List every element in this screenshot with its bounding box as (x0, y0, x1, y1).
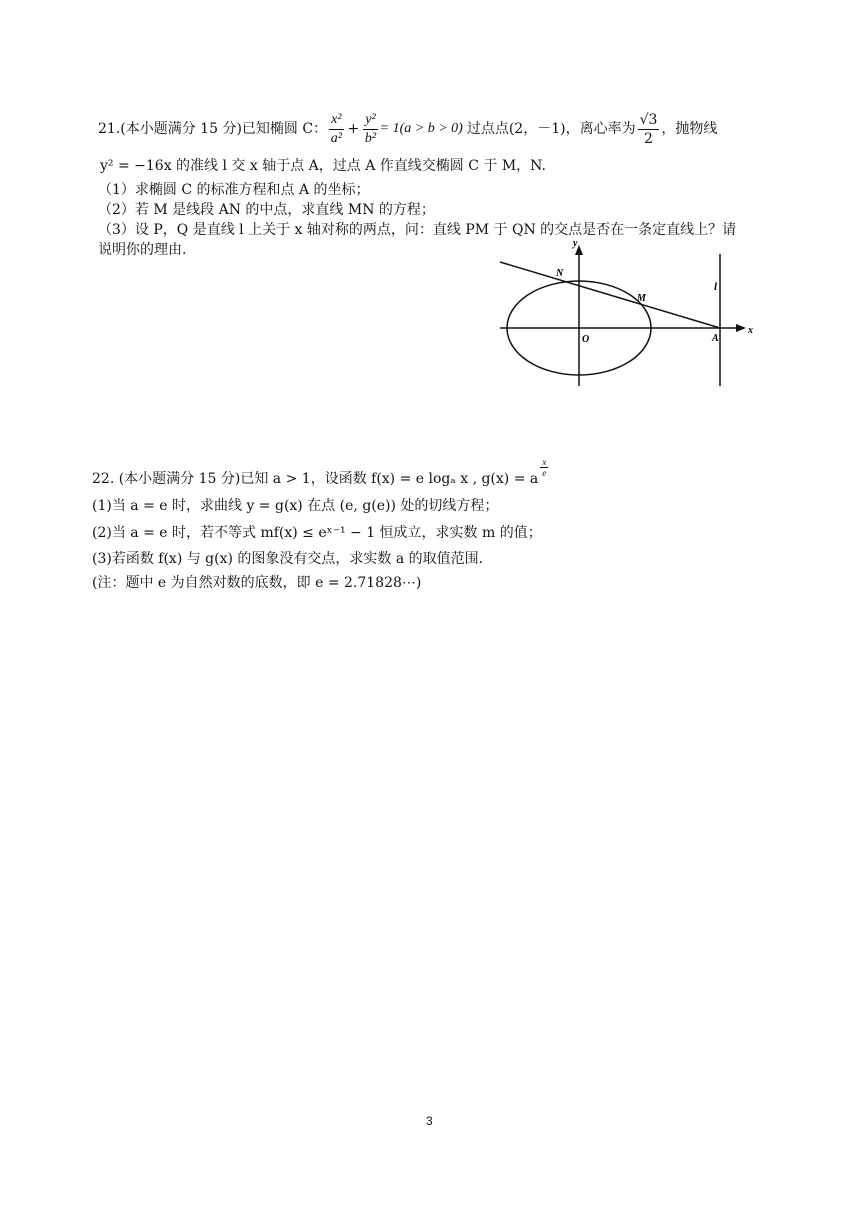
ellipse-b2: b² (364, 130, 377, 146)
exp-den: e (542, 468, 547, 478)
q21-intro-prefix: 21.(本小题满分 15 分)已知椭圆 C： (98, 121, 328, 137)
label-m: M (637, 293, 646, 304)
q21-line1 (98, 106, 717, 152)
q22-part2: (2)当 a = e 时，若不等式 mf(x) ≤ eˣ⁻¹ − 1 恒成立，求实数 m 的值； (92, 525, 542, 541)
label-x: x (748, 325, 753, 336)
plus-sign: + (347, 121, 360, 137)
eccentricity-fraction (638, 111, 660, 148)
ecc-den: 2 (644, 130, 653, 147)
line-mn (500, 262, 720, 328)
ellipse-y-term (363, 111, 377, 148)
q22-line1 (92, 458, 550, 488)
x-axis-arrow (736, 324, 746, 332)
q21-part1: （1）求椭圆 C 的标准方程和点 A 的坐标； (98, 182, 370, 198)
label-y: y (573, 238, 578, 249)
q21-part3-line2: 说明你的理由. (98, 242, 187, 258)
label-o: O (582, 334, 590, 345)
q22-part3: (3)若函数 f(x) 与 g(x) 的图象没有交点，求实数 a 的取值范围. (92, 551, 484, 567)
label-n: N (556, 268, 564, 279)
q21-part3-line1: （3）设 P，Q 是直线 l 上关于 x 轴对称的两点，问：直线 PM 于 QN 的交点是否在一条定直线上？请 (98, 222, 737, 238)
q21-part2: （2）若 M 是线段 AN 的中点，求直线 MN 的方程； (98, 202, 435, 218)
ellipse-a2: a² (330, 130, 342, 146)
label-a: A (712, 333, 719, 344)
label-l: l (714, 281, 718, 293)
ellipse-y2: y² (363, 111, 377, 130)
page-number: 3 (426, 1114, 433, 1128)
ellipse-eq-tail: = 1(a > b > 0) (379, 121, 463, 136)
q21-line2: y² = −16x 的准线 l 交 x 轴于点 A，过点 A 作直线交椭圆 C 于 M，N. (100, 158, 546, 174)
q22-intro-prefix: 22. (本小题满分 15 分)已知 a > 1，设函数 f(x) = e logₐ x , g(x) = a (92, 471, 539, 487)
ellipse-x-term (329, 111, 343, 148)
ecc-num: √3 (639, 111, 658, 128)
q21-intro-tail: ，抛物线 (661, 121, 718, 137)
exp-num: x (542, 457, 547, 467)
ellipse-figure (490, 236, 770, 396)
q22-part1: (1)当 a = e 时，求曲线 y = g(x) 在点 (e, g(e)) 处的切线方程； (92, 498, 499, 514)
exponent-x-over-e (540, 457, 548, 478)
q22-note: (注：题中 e 为自然对数的底数，即 e = 2.71828⋯) (92, 575, 422, 591)
q21-intro-mid: 过点点(2，－1)，离心率为 (466, 121, 636, 137)
ellipse-x2: x² (329, 111, 343, 130)
